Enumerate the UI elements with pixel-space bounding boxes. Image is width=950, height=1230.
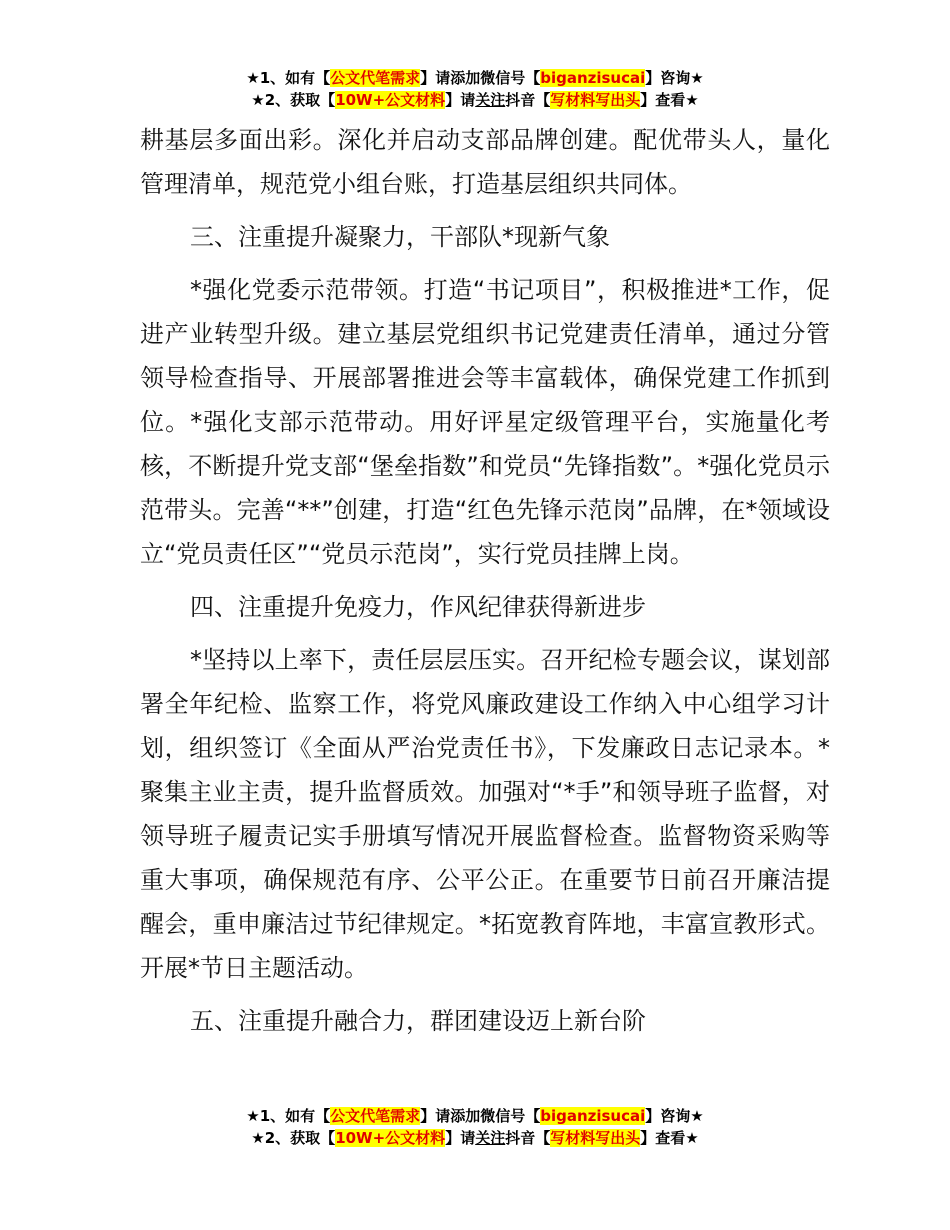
footer-banner xyxy=(0,1105,950,1149)
section-heading-5: 五、注重提升融合力，群团建设迈上新台阶 xyxy=(190,1007,646,1035)
banner-text: 抖音【 xyxy=(505,91,551,109)
banner-text: 】请 xyxy=(445,91,476,109)
banner-text: 】请添加微信号【 xyxy=(420,1107,541,1125)
banner-highlight: 写材料写出头 xyxy=(550,1129,641,1147)
banner-text: ★1、如有【 xyxy=(246,69,331,87)
banner-highlight: 10W+公文材料 xyxy=(335,91,446,109)
banner-line-2 xyxy=(0,89,950,111)
banner-highlight: 公文代笔需求 xyxy=(330,1107,421,1125)
paragraph-section-3: *强化党委示范带领。打造“书记项目”，积极推进*工作，促进产业转型升级。建立基层党组织书记党建责任清单，通过分管领导检查指导、开展部署推进会等丰富载体，确保党建工作抓到位。*强化支部示范带动。用好评星定级管理平台，实施量化考核，不断提升党支部“堡垒指数”和党员“先锋指数”。*强化党员示范带头。完善“**”创建，打造“红色先锋示范岗”品牌，在*领域设立“党员责任区”“党员示范岗”，实行党员挂牌上岗。 xyxy=(140,276,830,568)
banner-text: 抖音【 xyxy=(505,1129,551,1147)
banner-text: 】查看★ xyxy=(640,1129,699,1147)
banner-text: 】请添加微信号【 xyxy=(420,69,541,87)
banner-highlight: 写材料写出头 xyxy=(550,91,641,109)
banner-underlined-text: 关注 xyxy=(475,1129,506,1147)
banner-text: ★2、获取【 xyxy=(251,91,336,109)
banner-text: 】请 xyxy=(445,1129,476,1147)
banner-highlight: biganzisucai xyxy=(540,69,646,87)
banner-text: ★1、如有【 xyxy=(246,1107,331,1125)
section-heading-3: 三、注重提升凝聚力，干部队*现新气象 xyxy=(190,223,610,251)
banner-highlight: 公文代笔需求 xyxy=(330,69,421,87)
header-banner xyxy=(0,67,950,111)
banner-line-2 xyxy=(0,1127,950,1149)
paragraph-continued: 耕基层多面出彩。深化并启动支部品牌创建。配优带头人，量化管理清单，规范党小组台账，打造基层组织共同体。 xyxy=(140,126,830,198)
banner-text: ★2、获取【 xyxy=(251,1129,336,1147)
banner-underlined-text: 关注 xyxy=(475,91,506,109)
document-body xyxy=(140,118,830,1043)
banner-text: 】咨询★ xyxy=(645,1107,704,1125)
section-heading-4: 四、注重提升免疫力，作风纪律获得新进步 xyxy=(190,593,646,621)
banner-highlight: biganzisucai xyxy=(540,1107,646,1125)
banner-text: 】查看★ xyxy=(640,91,699,109)
banner-line-1 xyxy=(0,1105,950,1127)
banner-highlight: 10W+公文材料 xyxy=(335,1129,446,1147)
banner-text: 】咨询★ xyxy=(645,69,704,87)
banner-line-1 xyxy=(0,67,950,89)
paragraph-section-4: *坚持以上率下，责任层层压实。召开纪检专题会议，谋划部署全年纪检、监察工作，将党风廉政建设工作纳入中心组学习计划，组织签订《全面从严治党责任书》，下发廉政日志记录本。*聚集主业主责，提升监督质效。加强对“*手”和领导班子监督，对领导班子履责记实手册填写情况开展监督检查。监督物资采购等重大事项，确保规范有序、公平公正。在重要节日前召开廉洁提醒会，重申廉洁过节纪律规定。*拓宽教育阵地，丰富宣教形式。开展*节日主题活动。 xyxy=(140,646,830,982)
